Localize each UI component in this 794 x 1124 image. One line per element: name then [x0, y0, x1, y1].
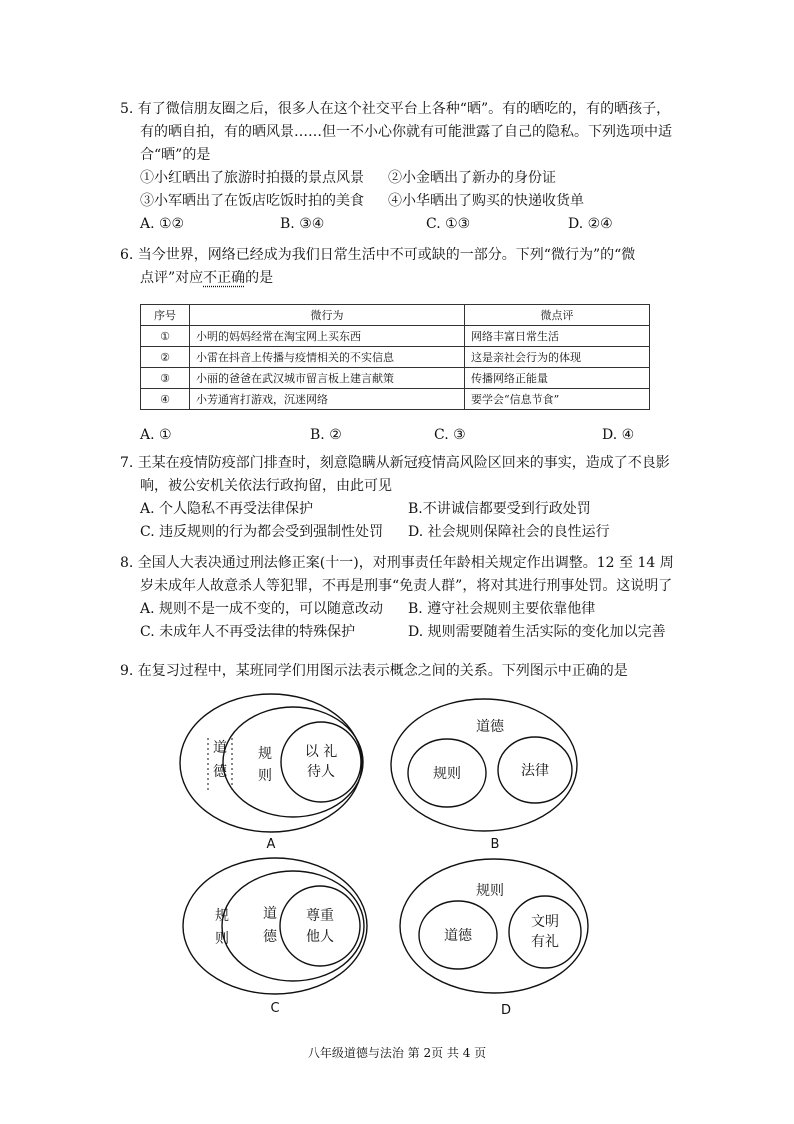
diagram-c-middle-ellipse [222, 871, 364, 981]
q6-line-2-post: 的是 [245, 270, 274, 286]
q5-line-1: 5. 有了微信朋友圈之后，很多人在这个社交平台上各种“晒”。有的晒吃的，有的晒孩子， [120, 101, 671, 117]
diagram-d-left-label: 道德 [444, 928, 472, 944]
q8-option-c[interactable]: C. 未成年人不再受法律的特殊保护 [140, 624, 356, 640]
table-cell: 小明的妈妈经常在淘宝网上买东西 [190, 326, 465, 347]
q6-option-c[interactable]: C. ③ [434, 427, 466, 443]
diagram-a-outer-label-2: 德 [213, 764, 227, 780]
diagram-c [183, 858, 367, 1016]
diagram-c-mid-label-2: 德 [263, 929, 277, 945]
q8-option-d[interactable]: D. 规则需要随着生活实际的变化加以完善 [408, 624, 666, 640]
q6-option-b[interactable]: B. ② [310, 427, 342, 443]
diagram-d-right-label-2: 有礼 [531, 934, 559, 950]
table-cell: ② [141, 347, 190, 368]
table-cell: ① [141, 326, 190, 347]
diagram-d-label: D [500, 1003, 512, 1018]
table-cell: 网络丰富日常生活 [465, 326, 650, 347]
q5-option-b[interactable]: B. ③④ [280, 216, 325, 232]
q5-option-c[interactable]: C. ①③ [426, 216, 471, 232]
diagram-a-middle-ellipse [223, 707, 363, 817]
diagram-a [180, 694, 363, 852]
q8-line-1: 8. 全国人大表决通过刑法修正案(十一)，对刑事责任年龄相关规定作出调整。12 至 14 周 [120, 555, 674, 571]
diagram-c-outer-label-2: 则 [215, 931, 229, 947]
diagram-c-inner-circle [280, 886, 360, 966]
diagram-a-outer-ellipse [180, 694, 362, 832]
q6-emphasis: 不正确 [203, 270, 246, 286]
q6-option-d[interactable]: D. ④ [602, 427, 635, 443]
diagram-d-outer-label: 规则 [476, 883, 504, 899]
diagram-a-mid-label-2: 则 [258, 768, 272, 784]
diagram-a-inner-label-1: 以 礼 [304, 744, 338, 760]
table-cell: 传播网络正能量 [465, 368, 650, 389]
table-header: 微行为 [190, 305, 465, 326]
diagram-c-outer-label-1: 规 [215, 908, 229, 924]
diagram-c-inner-label-1: 尊重 [306, 908, 334, 924]
diagram-a-outer-label-1: 道 [213, 740, 227, 756]
q5-item-3: ③小军晒出了在饭店吃饭时拍的美食 [140, 193, 364, 209]
diagram-d-right-label-1: 文明 [531, 914, 559, 930]
q7-line-1: 7. 王某在疫情防疫部门排查时，刻意隐瞒从新冠疫情高风险区回来的事实，造成了不良影 [120, 455, 670, 471]
diagram-b-outer-label: 道德 [476, 719, 504, 735]
diagram-a-inner-circle [281, 722, 361, 802]
diagram-c-outer-ellipse [183, 858, 367, 994]
diagram-b-label: B [490, 837, 500, 852]
q7-option-a[interactable]: A. 个人隐私不再受法律保护 [140, 501, 314, 517]
table-cell: 这是亲社会行为的体现 [465, 347, 650, 368]
q8-option-a[interactable]: A. 规则不是一成不变的，可以随意改动 [140, 601, 384, 617]
q6-line-2-pre: 点评”对应 [140, 270, 204, 286]
q5-item-2: ②小金晒出了新办的身份证 [388, 170, 556, 186]
q5-line-2: 有的晒自拍，有的晒风景……但一不小心你就有可能泄露了自己的隐私。下列选项中适 [140, 124, 672, 140]
q5-item-4: ④小华晒出了购买的快递收货单 [388, 193, 584, 209]
diagram-c-mid-label-1: 道 [263, 906, 277, 922]
q8-line-2: 岁未成年人故意杀人等犯罪，不再是刑事“免责人群”，将对其进行刑事处罚。这说明了 [140, 578, 673, 594]
q6-option-a[interactable]: A. ① [140, 427, 172, 443]
diagram-b-left-label: 规则 [433, 766, 461, 782]
table-cell: 小丽的爸爸在武汉城市留言板上建言献策 [190, 368, 465, 389]
q7-option-c[interactable]: C. 违反规则的行为都会受到强制性处罚 [140, 524, 384, 540]
q7-option-b[interactable]: B.不讲诚信都要受到行政处罚 [408, 501, 591, 517]
table-cell: ④ [141, 389, 190, 410]
diagram-d-outer-ellipse [400, 859, 588, 993]
diagram-c-label: C [270, 1001, 280, 1016]
table-cell: 小雷在抖音上传播与疫情相关的不实信息 [190, 347, 465, 368]
table-cell: ③ [141, 368, 190, 389]
diagram-b-right-label: 法律 [521, 763, 549, 779]
diagram-b [391, 699, 577, 852]
diagram-a-mid-label-1: 规 [258, 746, 272, 762]
q5-item-1: ①小红晒出了旅游时拍摄的景点风景 [140, 170, 364, 186]
q5-line-3: 合“晒”的是 [140, 147, 211, 163]
table-cell: 小芳通宵打游戏，沉迷网络 [190, 389, 465, 410]
table-header: 序号 [141, 305, 190, 326]
q5-option-d[interactable]: D. ②④ [568, 216, 613, 232]
q8-option-b[interactable]: B. 遵守社会规则主要依靠他律 [408, 601, 596, 617]
diagram-d-right-circle [509, 896, 581, 968]
q7-line-2: 响，被公安机关依法行政拘留，由此可见 [140, 478, 392, 494]
diagram-a-label: A [266, 837, 276, 852]
q6-line-1: 6. 当今世界，网络已经成为我们日常生活中不可或缺的一部分。下列“微行为”的“微 [120, 247, 636, 263]
table-cell: 要学会“信息节食” [465, 389, 650, 410]
table-header: 微点评 [465, 305, 650, 326]
q5-option-a[interactable]: A. ①② [140, 216, 185, 232]
diagram-d [400, 859, 588, 1018]
diagram-c-inner-label-2: 他人 [306, 929, 334, 945]
q7-option-d[interactable]: D. 社会规则保障社会的良性运行 [408, 524, 610, 540]
q9-line: 9. 在复习过程中，某班同学们用图示法表示概念之间的关系。下列图示中正确的是 [120, 663, 628, 679]
page-footer: 八年级道德与法治 第 2页 共 4 页 [307, 1046, 487, 1060]
diagram-a-inner-label-2: 待人 [307, 764, 335, 780]
